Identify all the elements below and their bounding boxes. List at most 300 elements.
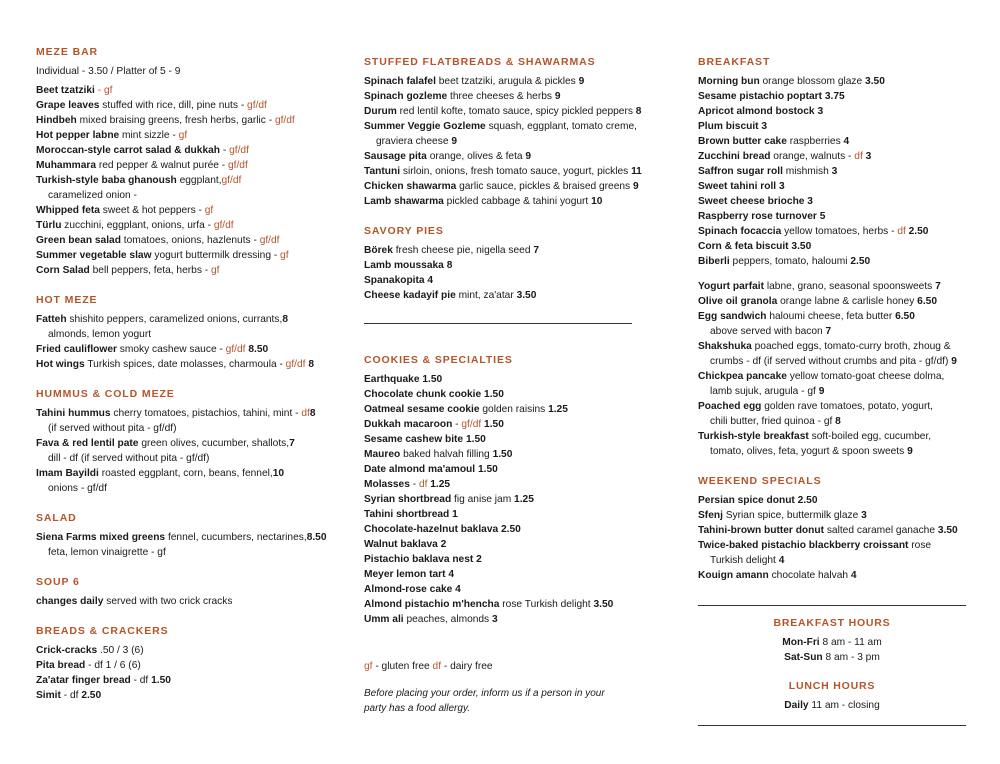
- menu-item: [364, 258, 674, 273]
- item-name: Summer vegetable slaw: [36, 250, 152, 261]
- item-description: salted caramel ganache: [824, 525, 938, 536]
- item-name: Oatmeal sesame cookie: [364, 404, 480, 415]
- item-description: shishito peppers, caramelized onions, currants,: [66, 314, 283, 325]
- dietary-tag: gf/df: [213, 220, 234, 231]
- menu-item: [36, 643, 336, 658]
- item-description: - df 1 / 6 (6): [85, 660, 141, 671]
- item-price: 3: [831, 166, 838, 177]
- item-price: 8.50: [306, 532, 327, 543]
- item-name: Tahini shortbread: [364, 509, 450, 520]
- df-key-text: - dairy free: [441, 661, 493, 672]
- item-price: 9: [818, 386, 825, 397]
- item-description: fig anise jam: [451, 494, 515, 505]
- item-price: 2.50: [797, 495, 818, 506]
- menu-item: [364, 477, 674, 492]
- menu-item: [36, 158, 336, 173]
- salad-section: [36, 512, 336, 560]
- menu-column-middle: [364, 56, 674, 716]
- section-title: COOKIES & SPECIALTIES: [364, 354, 513, 366]
- menu-item-list: [698, 74, 988, 269]
- menu-item: [364, 74, 674, 89]
- item-name: Hot pepper labne: [36, 130, 120, 141]
- item-name: Spanakopita: [364, 275, 425, 286]
- item-name: Saffron sugar roll: [698, 166, 783, 177]
- menu-item: [364, 89, 674, 104]
- item-name: Persian spice donut: [698, 495, 795, 506]
- item-description-continued: [36, 327, 336, 342]
- dietary-tag: gf: [210, 265, 220, 276]
- item-name: Plum biscuit: [698, 121, 759, 132]
- hours-day: Mon-Fri: [782, 637, 820, 648]
- section-title: STUFFED FLATBREADS & SHAWARMAS: [364, 56, 596, 68]
- item-description-text: (if served without pita - gf/df): [48, 423, 177, 434]
- item-description-continued: [698, 553, 988, 568]
- item-description-text: above served with bacon: [710, 326, 826, 337]
- item-price: 9: [632, 181, 639, 192]
- item-price: 7: [533, 245, 540, 256]
- item-description-continued: [698, 444, 988, 459]
- item-name: Cheese kadayif pie: [364, 290, 456, 301]
- item-price: 10: [591, 196, 603, 207]
- item-price: 8: [282, 314, 288, 325]
- item-description: smoky cashew sauce -: [116, 344, 226, 355]
- flatbreads-section: [364, 56, 674, 209]
- item-name: Sausage pita: [364, 151, 427, 162]
- item-name: Hindbeh: [36, 115, 77, 126]
- item-price: 7: [825, 326, 832, 337]
- dietary-tag: gf/df: [229, 145, 249, 156]
- item-price: 1.50: [484, 389, 504, 400]
- item-name: Chocolate-hazelnut baklava: [364, 524, 499, 535]
- soup-section: [36, 576, 336, 609]
- item-description-continued: [36, 421, 336, 436]
- item-description: yellow tomatoes, herbs -: [781, 226, 898, 237]
- item-name: Corn & feta biscuit: [698, 241, 789, 252]
- dietary-tag: df: [418, 479, 428, 490]
- menu-item: [36, 357, 336, 372]
- item-name: Spinach falafel: [364, 76, 436, 87]
- dietary-tag: gf/df: [221, 175, 242, 186]
- dietary-tag: df: [301, 408, 310, 419]
- item-name: Sesame cashew bite: [364, 434, 464, 445]
- item-description: red lentil kofte, tomato sauce, spicy pickled peppers: [396, 106, 636, 117]
- meze-pricing-line: Individual - 3.50 / Platter of 5 - 9: [36, 66, 181, 77]
- menu-item: [698, 224, 988, 239]
- menu-item: [364, 104, 674, 119]
- item-description: rose Turkish delight: [499, 599, 594, 610]
- item-description: -: [220, 145, 230, 156]
- menu-item: [698, 538, 988, 568]
- item-name: Beet tzatziki: [36, 85, 95, 96]
- item-price: 6.50: [895, 311, 915, 322]
- menu-item: [364, 243, 674, 258]
- item-name: Tantuni: [364, 166, 401, 177]
- item-name: Grape leaves: [36, 100, 100, 111]
- item-name: Brown butter cake: [698, 136, 787, 147]
- item-price: 8: [835, 416, 841, 427]
- item-name: Kouign amann: [698, 570, 769, 581]
- menu-item: [364, 552, 674, 567]
- item-description: raspberries: [786, 136, 844, 147]
- item-name: Börek: [364, 245, 393, 256]
- item-price: 7: [935, 281, 941, 292]
- item-name: Corn Salad: [36, 265, 90, 276]
- menu-item: [698, 239, 988, 254]
- item-price: 3: [778, 181, 785, 192]
- hot-meze-section: [36, 294, 336, 372]
- item-name: Lamb moussaka: [364, 260, 444, 271]
- item-price: 2: [440, 539, 447, 550]
- item-price: 5: [819, 211, 826, 222]
- meze-bar-section: [36, 46, 336, 278]
- item-name: Almond-rose cake: [364, 584, 453, 595]
- item-description: soft-boiled egg, cucumber,: [808, 431, 932, 442]
- item-name: Syrian shortbread: [364, 494, 452, 505]
- item-description: - df: [60, 690, 82, 701]
- menu-item: [36, 248, 336, 263]
- item-description-continued: [36, 545, 336, 560]
- menu-item: [36, 218, 336, 233]
- menu-item: [364, 537, 674, 552]
- item-price: 9: [907, 446, 913, 457]
- menu-item: [36, 173, 336, 203]
- item-price: 1: [452, 509, 458, 520]
- item-description: - df: [130, 675, 152, 686]
- item-description: labne, grano, seasonal spoonsweets: [764, 281, 936, 292]
- item-description: .50 / 3 (6): [97, 645, 144, 656]
- item-name: Egg sandwich: [698, 311, 767, 322]
- menu-item: [364, 447, 674, 462]
- menu-item: [698, 74, 988, 89]
- item-price: 2.50: [501, 524, 521, 535]
- item-description-continued: [698, 324, 988, 339]
- allergy-note: Before placing your order, inform us if a person in your party has a food allergy.: [364, 688, 605, 714]
- item-price: 9: [951, 356, 957, 367]
- menu-item: [36, 530, 336, 560]
- menu-item: [698, 279, 988, 294]
- item-name: Durum: [364, 106, 397, 117]
- item-name: Muhammara: [36, 160, 97, 171]
- menu-item-list: [36, 530, 336, 560]
- menu-item: [698, 568, 988, 583]
- item-price: 4: [427, 275, 434, 286]
- section-title: BREAKFAST: [698, 56, 771, 68]
- item-name: Tahini-brown butter donut: [698, 525, 824, 536]
- dietary-tag: gf/df: [274, 115, 295, 126]
- menu-item: [698, 369, 988, 399]
- item-price: 1.50: [477, 464, 498, 475]
- item-price: 4: [778, 555, 785, 566]
- menu-item: [364, 179, 674, 194]
- menu-item: [364, 417, 674, 432]
- item-description: bell peppers, feta, herbs -: [89, 265, 211, 276]
- item-price: 4: [850, 570, 857, 581]
- item-description: eggplant,: [176, 175, 222, 186]
- item-description-continued: [36, 481, 336, 496]
- item-description-text: crumbs - df (if served without crumbs and pita - gf/df): [710, 356, 952, 367]
- menu-item: [36, 128, 336, 143]
- item-description: yellow tomato-goat cheese dolma,: [786, 371, 945, 382]
- menu-item-list: [36, 643, 336, 703]
- menu-item: [698, 104, 988, 119]
- dietary-tag: - gf: [94, 85, 113, 96]
- item-price: 8: [635, 106, 642, 117]
- dietary-tag: gf: [178, 130, 188, 141]
- item-name: Chickpea pancake: [698, 371, 787, 382]
- item-description-text: feta, lemon vinaigrette - gf: [48, 547, 166, 558]
- item-price: 2.50: [81, 690, 102, 701]
- dietary-tag: gf/df: [225, 344, 246, 355]
- menu-item-list: [698, 493, 988, 583]
- item-description-text: chili butter, fried quinoa - gf: [710, 416, 836, 427]
- item-description: roasted eggplant, corn, beans, fennel,: [98, 468, 273, 479]
- menu-item-list: [364, 74, 674, 209]
- item-name: Meyer lemon tart: [364, 569, 446, 580]
- item-price: 1.50: [492, 449, 513, 460]
- item-price: 4: [455, 584, 461, 595]
- menu-item-list: [36, 312, 336, 372]
- item-name: Biberli: [698, 256, 730, 267]
- item-name: Chicken shawarma: [364, 181, 457, 192]
- item-description: yogurt buttermilk dressing -: [151, 250, 281, 261]
- item-description: green olives, cucumber, shallots,: [138, 438, 290, 449]
- section-title: BREADS & CRACKERS: [36, 625, 169, 637]
- breakfast-plates-section: [698, 279, 988, 459]
- item-description: zucchini, eggplant, onions, urfa -: [61, 220, 214, 231]
- item-description: orange labne & carlisle honey: [777, 296, 918, 307]
- item-description-text: Turkish delight: [710, 555, 779, 566]
- item-price: 1.25: [548, 404, 568, 415]
- menu-item: [36, 466, 336, 496]
- item-name: Umm ali: [364, 614, 404, 625]
- menu-item-list: [364, 243, 674, 303]
- hours-time: 8 am - 11 am: [819, 637, 882, 648]
- hours-time: 8 am - 3 pm: [822, 652, 880, 663]
- item-description-continued: [364, 134, 674, 149]
- section-title: SALAD: [36, 512, 77, 524]
- item-name: Date almond ma'amoul: [364, 464, 476, 475]
- hours-row: [698, 650, 966, 665]
- item-name: Crick-cracks: [36, 645, 98, 656]
- menu-item: [364, 507, 674, 522]
- item-description-continued: [36, 188, 336, 203]
- item-name: Pistachio baklava nest: [364, 554, 474, 565]
- menu-item: [364, 597, 674, 612]
- menu-item: [364, 149, 674, 164]
- item-name: Walnut baklava: [364, 539, 438, 550]
- item-description: garlic sauce, pickles & braised greens: [456, 181, 633, 192]
- hours-row: [698, 698, 966, 713]
- menu-item: [698, 194, 988, 209]
- item-description: baked halvah filling: [400, 449, 493, 460]
- item-price: 3.50: [593, 599, 614, 610]
- hummus-section: [36, 388, 336, 496]
- item-price: 1.50: [422, 374, 443, 385]
- menu-item: [364, 194, 674, 209]
- item-description-text: dill - df (if served without pita - gf/df): [48, 453, 210, 464]
- item-name: Tahini hummus: [36, 408, 111, 419]
- section-title: SAVORY PIES: [364, 225, 444, 237]
- gf-key: gf: [364, 661, 373, 672]
- menu-item-list: [698, 279, 988, 459]
- weekend-specials-section: [698, 475, 988, 583]
- item-price: 9: [578, 76, 585, 87]
- menu-item: [364, 402, 674, 417]
- menu-item: [364, 612, 674, 627]
- item-price: 1.50: [465, 434, 486, 445]
- item-description: sirloin, onions, fresh tomato sauce, yogurt, pickles: [400, 166, 632, 177]
- menu-item: [698, 309, 988, 339]
- dietary-tag: df: [897, 226, 906, 237]
- item-price: 4: [448, 569, 455, 580]
- breakfast-hours-title: BREAKFAST HOURS: [773, 617, 891, 629]
- item-name: changes daily: [36, 596, 104, 607]
- menu-item: [698, 149, 988, 164]
- menu-item: [364, 567, 674, 582]
- item-name: Türlu: [36, 220, 62, 231]
- menu-item: [698, 508, 988, 523]
- item-description: haloumi cheese, feta butter: [766, 311, 896, 322]
- menu-item: [698, 254, 988, 269]
- item-price: 3: [862, 151, 872, 162]
- item-description: mixed braising greens, fresh herbs, garlic -: [76, 115, 275, 126]
- item-price: 9: [451, 136, 457, 147]
- section-title: HUMMUS & COLD MEZE: [36, 388, 175, 400]
- breakfast-section: [698, 56, 988, 269]
- menu-item: [364, 462, 674, 477]
- item-name: Apricot almond bostock: [698, 106, 815, 117]
- item-name: Lamb shawarma: [364, 196, 444, 207]
- menu-item: [364, 288, 674, 303]
- hours-row: [698, 635, 966, 650]
- menu-item: [698, 294, 988, 309]
- item-name: Sesame pistachio poptart: [698, 91, 822, 102]
- item-name: Yogurt parfait: [698, 281, 765, 292]
- menu-item: [364, 119, 674, 149]
- item-price: 8: [305, 359, 314, 370]
- item-price: 3.50: [937, 525, 958, 536]
- menu-item: [36, 688, 336, 703]
- dietary-tag: gf/df: [227, 160, 248, 171]
- item-name: Twice-baked pistachio blackberry croissant: [698, 540, 909, 551]
- item-description-continued: [36, 451, 336, 466]
- section-title: SOUP 6: [36, 576, 80, 588]
- menu-item: [364, 432, 674, 447]
- item-description: rose: [908, 540, 932, 551]
- menu-item-list: [36, 406, 336, 496]
- item-name: Chocolate chunk cookie: [364, 389, 482, 400]
- menu-item: [36, 143, 336, 158]
- dietary-tag: gf/df: [247, 100, 267, 111]
- item-price: 7: [289, 438, 295, 449]
- divider: [364, 323, 632, 324]
- item-description-continued: [698, 384, 988, 399]
- item-description: orange, walnuts -: [770, 151, 855, 162]
- item-description: beet tzatziki, arugula & pickles: [435, 76, 579, 87]
- menu-item: [698, 209, 988, 224]
- menu-item-list: [364, 372, 674, 627]
- menu-item: [698, 179, 988, 194]
- dietary-tag: df: [854, 151, 863, 162]
- menu-item: [364, 164, 674, 179]
- item-price: 3: [492, 614, 498, 625]
- item-price: 1.50: [481, 419, 504, 430]
- menu-item: [36, 594, 336, 609]
- item-description: pickled cabbage & tahini yogurt: [443, 196, 592, 207]
- item-name: Raspberry rose turnover: [698, 211, 817, 222]
- item-price: 2: [476, 554, 482, 565]
- item-description: fennel, cucumbers, nectarines,: [165, 532, 307, 543]
- item-name: Pita bread: [36, 660, 86, 671]
- item-name: Moroccan-style carrot salad & dukkah: [36, 145, 221, 156]
- item-description-text: caramelized onion -: [48, 190, 137, 201]
- item-price: 3.50: [865, 76, 885, 87]
- item-description: orange, olives & feta: [426, 151, 526, 162]
- item-price: 8: [309, 408, 316, 419]
- item-name: Earthquake: [364, 374, 420, 385]
- item-price: 11: [631, 166, 642, 177]
- item-name: Olive oil granola: [698, 296, 778, 307]
- item-description: mint sizzle -: [119, 130, 179, 141]
- item-price: 3: [817, 106, 824, 117]
- item-price: 1.25: [514, 494, 534, 505]
- item-price: 4: [843, 136, 850, 147]
- item-name: Fried cauliflower: [36, 344, 117, 355]
- item-name: Turkish-style baba ghanoush: [36, 175, 177, 186]
- item-description: chocolate halvah: [768, 570, 851, 581]
- menu-item: [698, 399, 988, 429]
- menu-item: [364, 372, 674, 387]
- item-name: Almond pistachio m'hencha: [364, 599, 500, 610]
- dietary-tag: gf/df: [285, 359, 306, 370]
- item-name: Turkish-style breakfast: [698, 431, 809, 442]
- df-key: df: [432, 661, 442, 672]
- menu-item: [36, 673, 336, 688]
- item-name: Maureo: [364, 449, 401, 460]
- item-price: 9: [525, 151, 532, 162]
- item-description: peaches, almonds: [403, 614, 492, 625]
- item-description: fresh cheese pie, nigella seed: [392, 245, 534, 256]
- hours-time: 11 am - closing: [808, 700, 880, 711]
- item-price: 3: [761, 121, 768, 132]
- item-name: Zucchini bread: [698, 151, 771, 162]
- item-description: stuffed with rice, dill, pine nuts -: [99, 100, 248, 111]
- item-name: Whipped feta: [36, 205, 100, 216]
- item-name: Imam Bayildi: [36, 468, 99, 479]
- menu-item: [698, 493, 988, 508]
- hours-block: [698, 616, 966, 713]
- item-name: Spinach focaccia: [698, 226, 782, 237]
- item-name: Shakshuka: [698, 341, 752, 352]
- item-description: three cheeses & herbs: [447, 91, 555, 102]
- item-price: 10: [272, 468, 285, 479]
- item-name: Sweet cheese brioche: [698, 196, 805, 207]
- item-price: 3: [807, 196, 813, 207]
- item-description: tomatoes, onions, hazlenuts -: [120, 235, 260, 246]
- item-description: sweet & hot peppers -: [99, 205, 205, 216]
- menu-item: [364, 492, 674, 507]
- hours-day: Daily: [784, 700, 809, 711]
- menu-item: [36, 263, 336, 278]
- menu-item: [698, 134, 988, 149]
- dietary-legend: [364, 661, 674, 672]
- item-description-text: tomato, olives, feta, yogurt & spoon sweets: [710, 446, 908, 457]
- item-description-continued: [698, 414, 988, 429]
- item-name: Fatteh: [36, 314, 67, 325]
- dietary-tag: gf: [204, 205, 214, 216]
- item-price: 1.25: [427, 479, 451, 490]
- item-description: Syrian spice, buttermilk glaze: [722, 510, 862, 521]
